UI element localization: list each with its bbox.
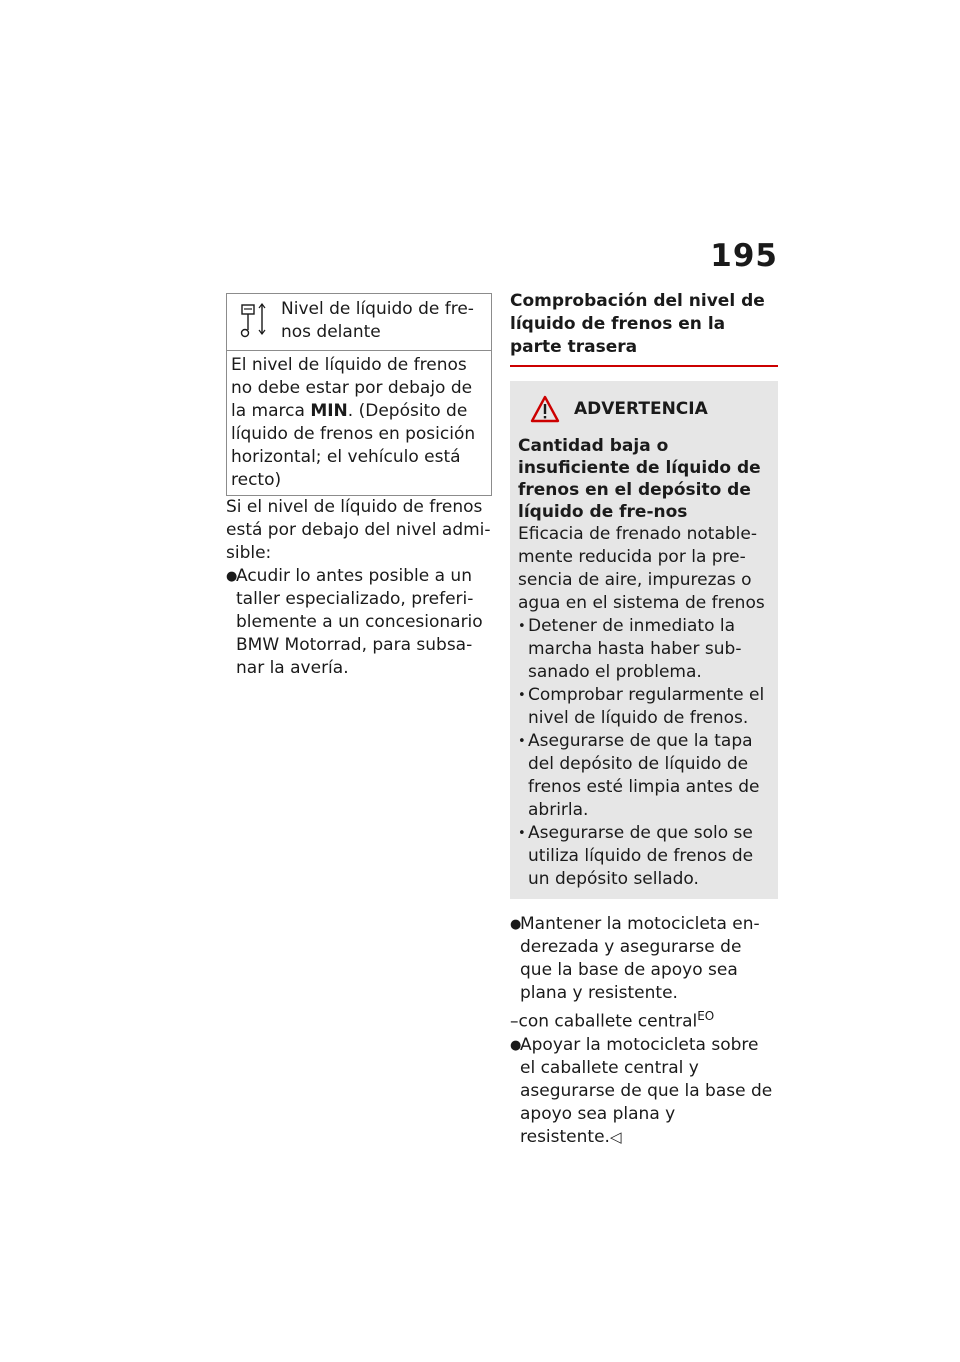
warning-subtitle: Cantidad baja o insuficiente de líquido de frenos en el depósito de líquido de fre-nos [518,436,761,522]
right-column [510,290,778,1149]
bullet-icon: • [518,734,526,749]
spec-box-header [227,294,491,351]
procedure-list-2 [510,1034,778,1149]
spec-box-body [227,351,491,495]
warning-box [510,381,778,899]
list-item [518,684,770,730]
bullet-icon: • [518,619,526,634]
spec-box-title: Nivel de líquido de fre-nos delante [281,299,474,342]
spec-body-text: El nivel de líquido de frenos no debe estar por debajo de la marca [231,355,473,421]
procedure-step-text: Mantener la motocicleta en-derezada y asegurarse de que la base de apoyo sea plana y resistente. [520,914,760,1003]
list-item-text: Asegurarse de que la tapa del depósito de líquido de frenos esté limpia antes de abrirla. [528,731,760,820]
condition-paragraph: Si el nivel de líquido de frenos está por debajo del nivel admi-sible: [226,497,491,563]
bullet-icon: ● [510,1037,522,1053]
left-column [226,293,492,680]
warning-bullet-list [518,615,770,891]
list-item-text: Detener de inmediato la marcha hasta haber sub-sanado el problema. [528,616,742,682]
list-item-text: Asegurarse de que solo se utiliza líquido de frenos de un depósito sellado. [528,823,754,889]
bullet-icon: • [518,826,526,841]
bullet-icon: ● [226,569,238,584]
procedure-list [510,913,778,1005]
list-item [518,730,770,822]
bullet-icon: • [518,688,526,703]
list-item [518,615,770,684]
list-item-text: Comprobar regularmente el nivel de líquido de frenos. [528,685,765,728]
warning-triangle-icon [530,395,560,423]
list-item-text: Acudir lo antes posible a un taller especializado, preferi-blemente a un concesionario BMW Motorrad, para subsa-nar la avería. [236,566,483,678]
section-title: Comprobación del nivel de líquido de frenos en la parte trasera [510,290,778,367]
list-item [226,565,492,680]
page-number: 195 [710,238,778,274]
spec-body-text-end: . (Depósito de líquido de frenos en posición horizontal; el vehículo está recto) [231,401,476,490]
condition-line [510,1005,778,1034]
dash-icon: – [510,1011,519,1032]
spec-box [226,293,492,496]
procedure-step [510,1034,778,1149]
procedure-step-text: Apoyar la motocicleta sobre el caballete central y asegurarse de que la base de apoyo sea plana y resistente. [520,1034,773,1147]
warning-label: ADVERTENCIA [574,399,708,419]
end-mark-icon: ◁ [609,1127,622,1146]
bullet-icon: ● [510,917,522,932]
equipment-code: EO [697,1009,715,1023]
warning-text: Eficacia de frenado notable-mente reducida por la pre-sencia de aire, impurezas o agua en el sistema de frenos [518,524,765,613]
min-mark-label: MIN [310,401,348,421]
condition-text: con caballete central [518,1011,698,1032]
left-bullet-list [226,565,492,680]
procedure-step [510,913,778,1005]
list-item [518,822,770,891]
warning-header [518,395,770,423]
brake-fluid-reservoir-icon [237,300,267,340]
